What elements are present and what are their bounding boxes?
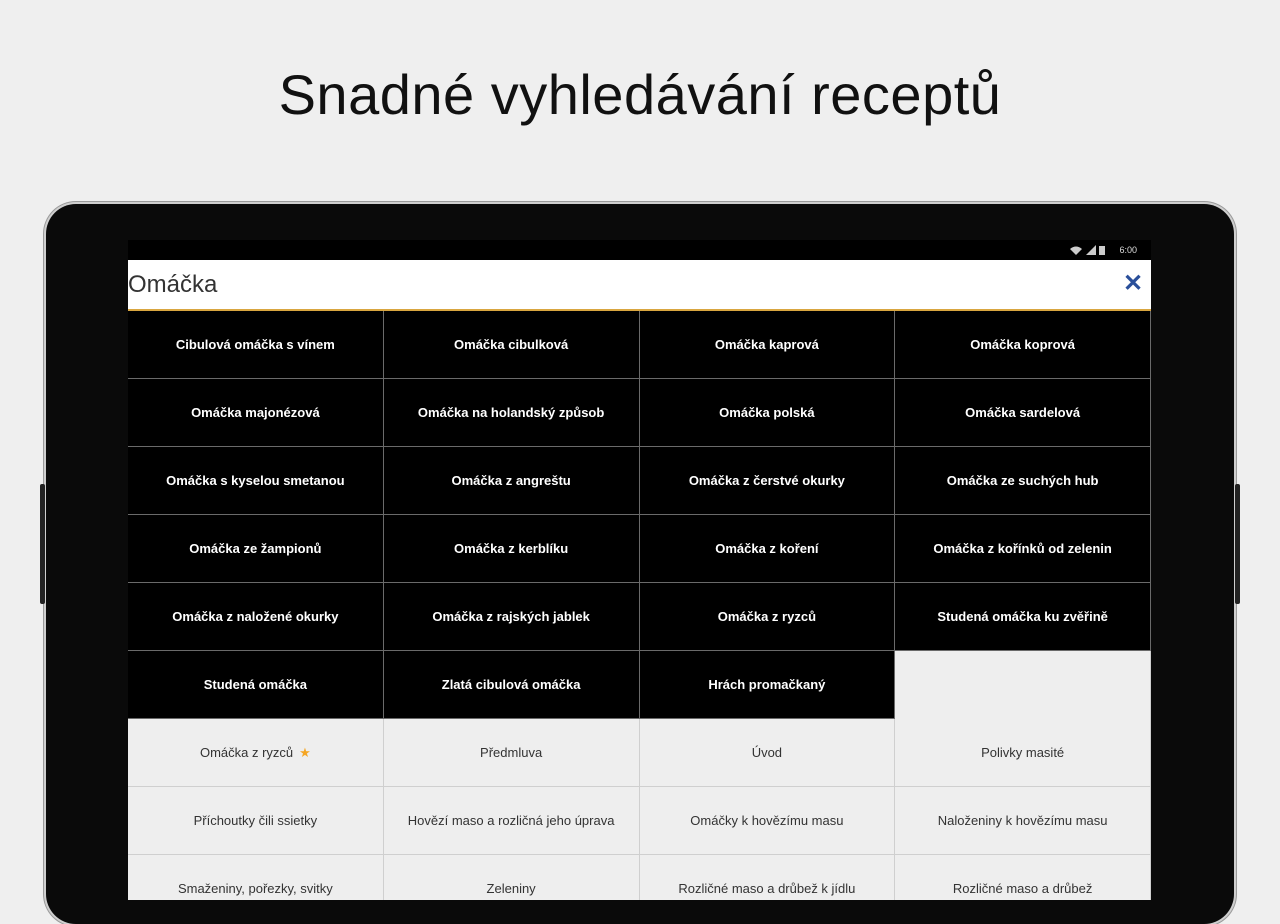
category-label: Předmluva xyxy=(480,745,543,760)
status-icons xyxy=(1069,245,1105,255)
category-item[interactable] xyxy=(640,855,896,900)
battery-icon xyxy=(1099,245,1105,255)
grid-empty-cell xyxy=(895,651,1151,719)
category-item[interactable] xyxy=(384,719,640,787)
category-item[interactable] xyxy=(128,787,384,855)
search-result-item[interactable]: Omáčka z kerblíku xyxy=(384,515,640,583)
tablet-side-button-right xyxy=(1235,484,1240,604)
search-result-item[interactable]: Omáčka z rajských jablek xyxy=(384,583,640,651)
search-result-item[interactable]: Studená omáčka ku zvěřině xyxy=(895,583,1151,651)
promo-headline: Snadné vyhledávání receptů xyxy=(278,63,1002,126)
status-bar xyxy=(128,240,1151,260)
search-result-item[interactable]: Omáčka z angreštu xyxy=(384,447,640,515)
wifi-icon xyxy=(1069,245,1083,255)
search-result-item[interactable]: Omáčka z ryzců xyxy=(640,583,896,651)
star-icon: ★ xyxy=(299,744,311,760)
category-label: Omáčka z ryzců xyxy=(199,745,294,760)
category-item[interactable] xyxy=(640,719,896,787)
status-time: 6:00 xyxy=(1119,245,1137,255)
search-result-item[interactable]: Omáčka z naložené okurky xyxy=(128,583,384,651)
category-item[interactable] xyxy=(895,719,1151,787)
tablet-side-button-left xyxy=(40,484,45,604)
search-result-item[interactable]: Studená omáčka xyxy=(128,651,384,719)
search-result-item[interactable]: Omáčka sardelová xyxy=(895,379,1151,447)
search-result-item[interactable]: Zlatá cibulová omáčka xyxy=(384,651,640,719)
search-result-item[interactable]: Omáčka z čerstvé okurky xyxy=(640,447,896,515)
category-item[interactable] xyxy=(384,855,640,900)
category-label: Polivky masité xyxy=(981,745,1065,760)
category-label: Omáčky k hovězímu masu xyxy=(690,813,844,828)
category-item[interactable] xyxy=(128,855,384,900)
category-label: Rozličné maso a drůbež k jídlu xyxy=(678,881,856,896)
search-bar xyxy=(128,260,1151,311)
search-result-item[interactable]: Omáčka ze suchých hub xyxy=(895,447,1151,515)
category-label: Úvod xyxy=(751,745,783,760)
search-result-item[interactable]: Omáčka koprová xyxy=(895,311,1151,379)
category-label: Zeleniny xyxy=(486,881,536,896)
search-result-item[interactable]: Omáčka cibulková xyxy=(384,311,640,379)
category-item[interactable] xyxy=(384,787,640,855)
app-screen xyxy=(128,240,1151,900)
categories-grid xyxy=(128,719,1151,900)
category-item[interactable] xyxy=(640,787,896,855)
close-icon[interactable]: ✕ xyxy=(1122,270,1144,297)
search-result-item[interactable]: Cibulová omáčka s vínem xyxy=(128,311,384,379)
signal-icon xyxy=(1086,245,1096,255)
category-item[interactable] xyxy=(128,719,384,787)
search-input[interactable] xyxy=(128,271,1088,299)
search-result-item[interactable]: Omáčka z koření xyxy=(640,515,896,583)
category-label: Smaženiny, pořezky, svitky xyxy=(177,881,333,896)
category-item[interactable] xyxy=(895,855,1151,900)
category-label: Hovězí maso a rozličná jeho úprava xyxy=(407,813,615,828)
category-label: Příchoutky čili ssietky xyxy=(193,813,318,828)
category-label: Naloženiny k hovězímu masu xyxy=(937,813,1108,828)
category-item[interactable] xyxy=(895,787,1151,855)
search-result-item[interactable]: Omáčka ze žampionů xyxy=(128,515,384,583)
search-result-item[interactable]: Omáčka majonézová xyxy=(128,379,384,447)
search-result-item[interactable]: Omáčka z kořínků od zelenin xyxy=(895,515,1151,583)
search-result-item[interactable]: Omáčka kaprová xyxy=(640,311,896,379)
search-result-item[interactable]: Hrách promačkaný xyxy=(640,651,896,719)
search-result-item[interactable]: Omáčka polská xyxy=(640,379,896,447)
search-result-item[interactable]: Omáčka na holandský způsob xyxy=(384,379,640,447)
search-result-item[interactable]: Omáčka s kyselou smetanou xyxy=(128,447,384,515)
category-label: Rozličné maso a drůbež xyxy=(952,881,1093,896)
results-grid xyxy=(128,311,1151,719)
